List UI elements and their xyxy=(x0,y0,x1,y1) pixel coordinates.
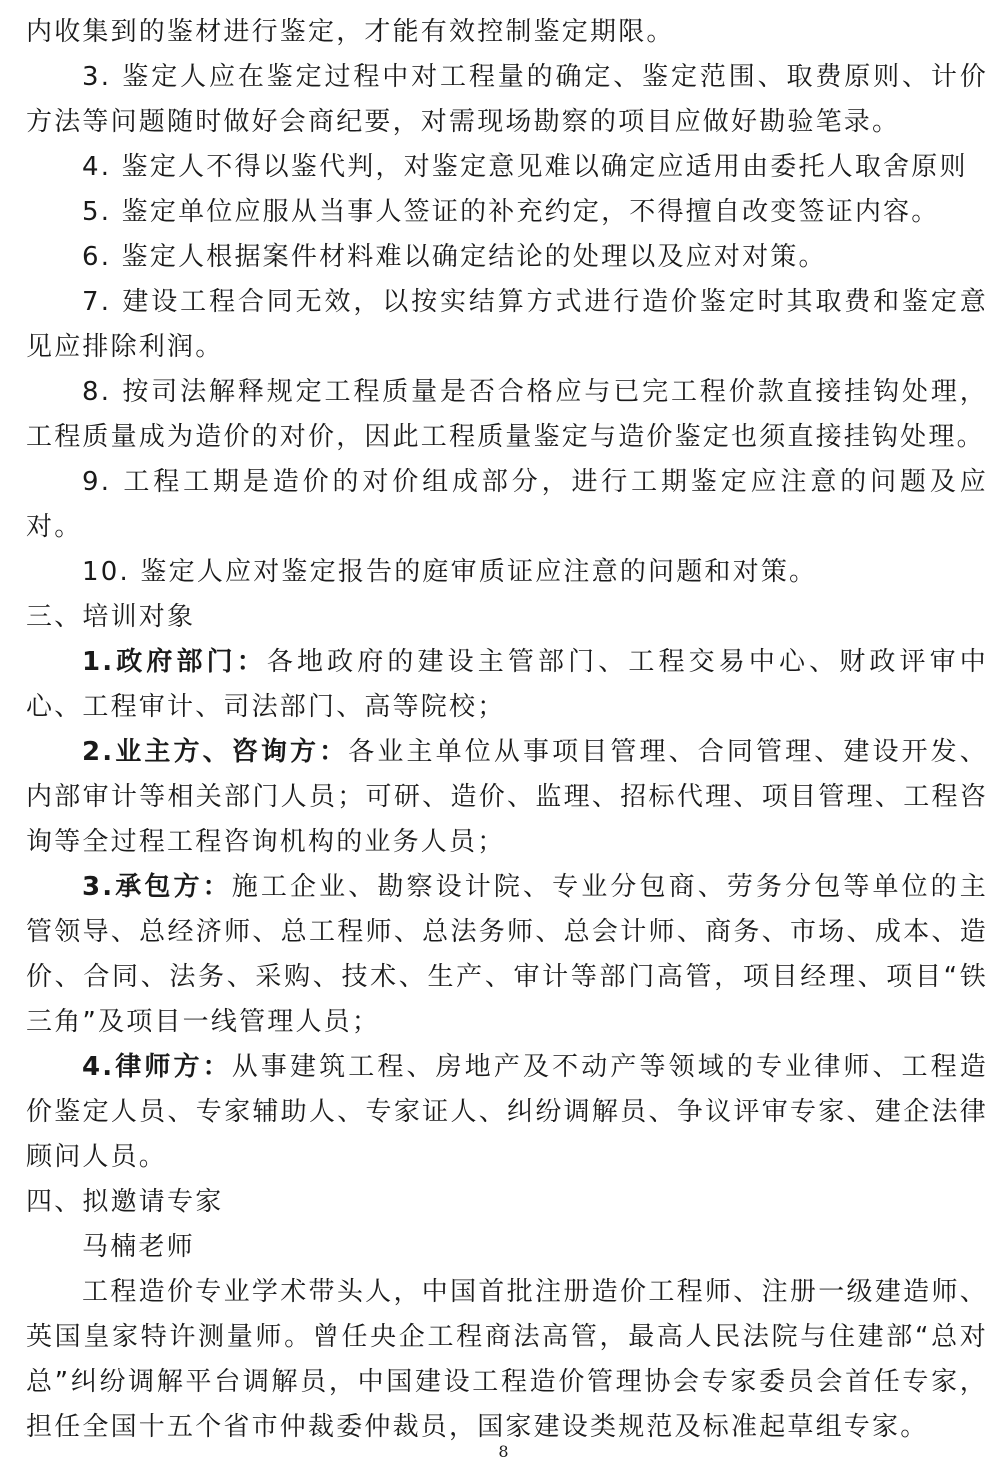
list-item-5: 5. 鉴定单位应服从当事人签证的补充约定，不得擅自改变签证内容。 xyxy=(82,197,940,227)
list-item-4: 4. 鉴定人不得以鉴代判，对鉴定意见难以确定应适用由委托人取舍原则 xyxy=(82,152,968,182)
paragraph-continuation: 内收集到的鉴材进行鉴定，才能有效控制鉴定期限。 xyxy=(26,17,675,47)
list-item-3: 3. 鉴定人应在鉴定过程中对工程量的确定、鉴定范围、取费原则、计价方法等问题随时做好会商纪要，对需现场勘察的项目应做好勘验笔录。 xyxy=(26,62,988,137)
target-lawyer xyxy=(26,1045,988,1180)
expert-bio: 工程造价专业学术带头人，中国首批注册造价工程师、注册一级建造师、英国皇家特许测量师。曾任央企工程商法高管，最高人民法院与住建部“总对总”纠纷调解平台调解员，中国建设工程造价管理协会专家委员会首任专家，担任全国十五个省市仲裁委仲裁员，国家建设类规范及标准起草组专家。 xyxy=(26,1277,988,1442)
target-label: 1.政府部门： xyxy=(82,647,267,677)
target-owner-consultant xyxy=(26,730,988,865)
expert-name: 马楠老师 xyxy=(82,1232,195,1262)
target-text: 施工企业、勘察设计院、专业分包商、劳务分包等单位的主管领导、总经济师、总工程师、总法务师、总会计师、商务、市场、成本、造价、合同、法务、采购、技术、生产、审计等部门高管，项目经理、项目“铁三角”及项目一线管理人员； xyxy=(26,872,989,1037)
list-item-9: 9. 工程工期是造价的对价组成部分，进行工期鉴定应注意的问题及应对。 xyxy=(26,467,988,542)
section-heading-training-targets: 三、培训对象 xyxy=(26,602,196,632)
target-text: 各地政府的建设主管部门、工程交易中心、财政评审中心、工程审计、司法部门、高等院校； xyxy=(26,647,988,722)
target-label: 2.业主方、咨询方： xyxy=(82,737,349,767)
target-label: 4.律师方： xyxy=(82,1052,232,1082)
list-item-8: 8. 按司法解释规定工程质量是否合格应与已完工程价款直接挂钩处理，工程质量成为造价的对价，因此工程质量鉴定与造价鉴定也须直接挂钩处理。 xyxy=(26,377,988,452)
page-number: 8 xyxy=(498,1442,509,1461)
target-text: 从事建筑工程、房地产及不动产等领域的专业律师、工程造价鉴定人员、专家辅助人、专家证人、纠纷调解员、争议评审专家、建企法律顾问人员。 xyxy=(26,1052,989,1172)
target-contractor xyxy=(26,865,988,1045)
target-text: 各业主单位从事项目管理、合同管理、建设开发、内部审计等相关部门人员；可研、造价、监理、招标代理、项目管理、工程咨询等全过程工程咨询机构的业务人员； xyxy=(26,737,989,857)
document-body xyxy=(26,10,988,1450)
target-government xyxy=(26,640,988,730)
list-item-10: 10. 鉴定人应对鉴定报告的庭审质证应注意的问题和对策。 xyxy=(82,557,818,587)
list-item-6: 6. 鉴定人根据案件材料难以确定结论的处理以及应对对策。 xyxy=(82,242,827,272)
target-label: 3.承包方： xyxy=(82,872,232,902)
list-item-7: 7. 建设工程合同无效，以按实结算方式进行造价鉴定时其取费和鉴定意见应排除利润。 xyxy=(26,287,988,362)
section-heading-experts: 四、拟邀请专家 xyxy=(26,1187,224,1217)
